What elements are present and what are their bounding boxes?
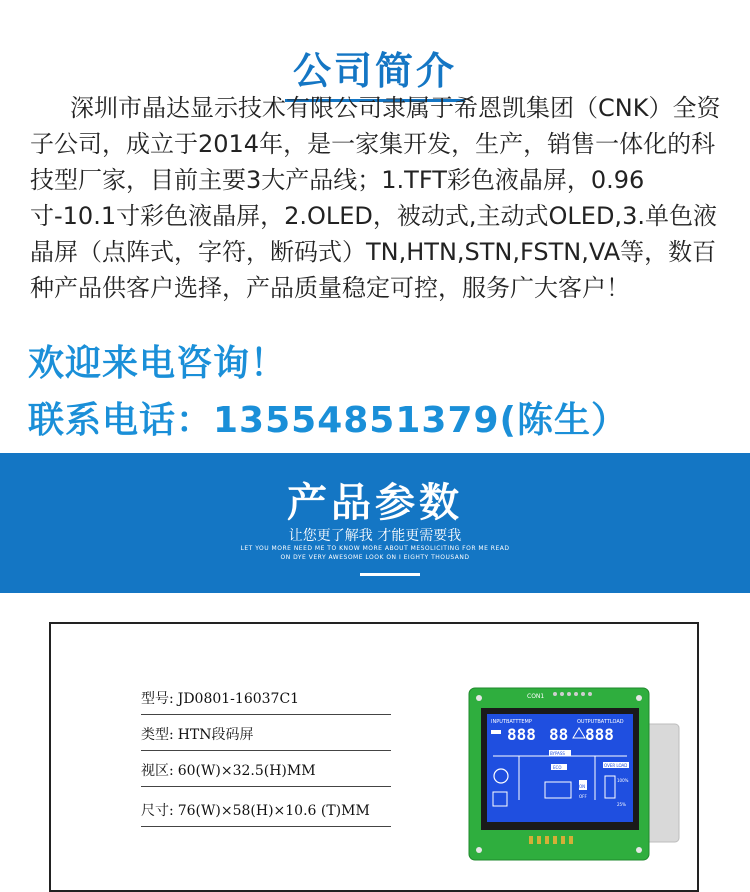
lcd-tag-on: ON	[579, 784, 586, 789]
spec-row-size	[141, 796, 391, 827]
mount-hole	[636, 847, 642, 853]
mount-hole	[636, 695, 642, 701]
spec-value: 60(W)×32.5(H)MM	[177, 763, 316, 779]
lcd-digits-left: 888	[507, 725, 536, 744]
lcd-digits-right: 888	[585, 725, 614, 744]
spec-row-view-area	[141, 756, 391, 787]
intro-text: 深圳市晶达显示技术有限公司隶属于希恩凯集团（CNK）全资子公司，成立于2014年，是一家集开发，生产，销售一体化的科技型厂家，目前主要3大产品线；1.TFT彩色液晶屏，0.96寸-10.1寸彩色液晶屏，2.OLED，被动式,主动式OLED,3.单色液晶屏（点阵式，字符，断码式）TN,HTN,STN,FSTN,VA等，数百种产品供客户选择，产品质量稳定可控，服务广大客户！	[30, 94, 721, 302]
lcd-module-image	[459, 672, 699, 872]
contact-phone: 联系电话：13554851379(陈生）	[28, 400, 628, 441]
intro-title-text: 公司简介	[285, 40, 465, 102]
lcd-tag-eco: ECO	[553, 765, 562, 770]
lcd-tag-bypass: BYPASS	[550, 751, 565, 756]
banner-subtitle: 让您更了解我 才能更需要我	[288, 528, 462, 544]
spec-value: JD0801-16037C1	[177, 691, 300, 707]
lcd-battery-icon	[491, 730, 501, 734]
lcd-header-left: INPUTBATTTEMP	[491, 719, 532, 725]
lcd-header-right: OUTPUTBATTLOAD	[577, 719, 624, 725]
banner-english-line-1: LET YOU MORE NEED ME TO KNOW MORE ABOUT MESOLICITING FOR ME READ	[240, 545, 510, 552]
lcd-tag-pct2: 25%	[617, 802, 626, 807]
spec-row-type	[141, 720, 391, 751]
banner-english-line-2: ON DYE VERY AWESOME LOOK ON I EIGHTY THOUSAND	[280, 554, 470, 561]
banner-title: 产品参数	[287, 480, 463, 526]
spec-label: 尺寸:	[141, 803, 174, 819]
spec-value: 76(W)×58(H)×10.6 (T)MM	[177, 803, 370, 819]
spec-label: 型号:	[141, 691, 174, 707]
lcd-digits-mid: 88	[549, 725, 569, 744]
spec-row-model	[141, 684, 391, 715]
banner-divider	[360, 573, 420, 576]
spec-value: HTN段码屏	[177, 727, 254, 743]
lcd-tag-overload: OVER LOAD	[604, 763, 628, 768]
spec-label: 视区:	[141, 763, 174, 779]
lcd-tag-off: OFF	[579, 794, 587, 799]
mount-hole	[476, 847, 482, 853]
mount-hole	[476, 695, 482, 701]
product-params-banner	[0, 453, 750, 593]
product-panel	[49, 622, 699, 892]
spec-label: 类型:	[141, 727, 174, 743]
connector-label: CON1	[527, 693, 545, 700]
side-bracket	[645, 724, 679, 842]
contact-welcome: 欢迎来电咨询！	[28, 343, 288, 384]
lcd-tag-pct: 100%	[617, 778, 629, 783]
